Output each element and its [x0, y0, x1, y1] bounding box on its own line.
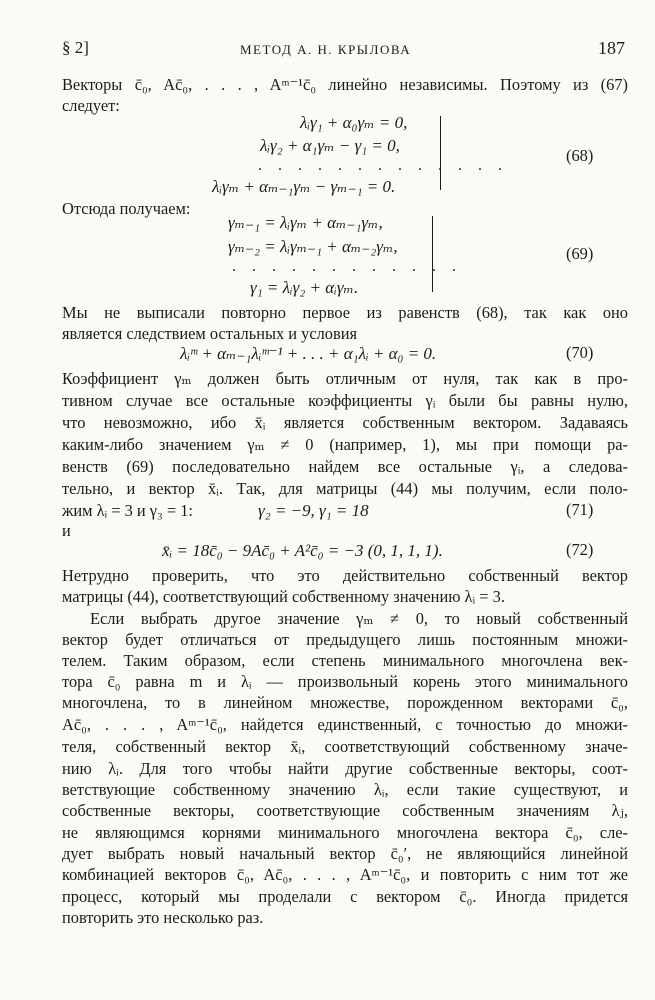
text-line: матрицы (44), соответствующий собственному значению λᵢ = 3. — [62, 587, 505, 606]
equation-69-row: γₘ₋₁ = λᵢγₘ + αₘ₋₁γₘ, — [228, 213, 383, 232]
equation-68-row: λᵢγ₂ + α₁γₘ − γ₁ = 0, — [260, 136, 400, 155]
text-line: Отсюда получаем: — [62, 199, 191, 218]
text-line: повторить это несколько раз. — [62, 908, 264, 927]
equation-number: (68) — [566, 146, 594, 165]
brace — [434, 116, 441, 190]
text-line: Если выбрать другое значение γₘ ≠ 0, то новый собственный — [90, 609, 628, 628]
text-line: тельно, и вектор x̄ᵢ. Так, для матрицы (44) мы получим, если поло- — [62, 479, 628, 498]
equation-71: γ₂ = −9, γ₁ = 18 — [258, 501, 369, 520]
text-line: жим λᵢ = 3 и γ₃ = 1: — [62, 501, 193, 520]
text-line: нию λᵢ. Для того чтобы найти другие собственные векторы, соот- — [62, 759, 628, 778]
equation-69-row: γ₁ = λᵢγ₂ + αᵢγₘ. — [250, 278, 359, 297]
text-line: тивном случае все остальные коэффициенты γᵢ были бы равны нулю, — [62, 391, 628, 410]
equation-70: λᵢᵐ + αₘ₋₁λᵢᵐ⁻¹ + . . . + α₁λᵢ + α₀ = 0. — [180, 344, 437, 363]
equation-number: (69) — [566, 244, 594, 263]
text-line: Ac̄₀, . . . , Aᵐ⁻¹c̄₀, найдется единственный, с точностью до множи- — [62, 715, 628, 734]
text-line: Векторы c̄₀, Ac̄₀, . . . , Aᵐ⁻¹c̄₀ линейно независимы. Поэтому из (67) — [62, 75, 628, 94]
text-line: является следствием остальных и условия — [62, 324, 358, 343]
text-line: дует выбрать новый начальный вектор c̄₀′, не являющийся линейной — [62, 844, 628, 863]
text-line: телем. Таким образом, если степень минимального многочлена век- — [62, 651, 628, 670]
text-line: Коэффициент γₘ должен быть отличным от нуля, так как в про- — [62, 369, 628, 388]
text-line: и — [62, 521, 71, 540]
text-line: процесс, который мы проделали с вектором c̄₀. Иногда придется — [62, 887, 628, 906]
text-line: что невозможно, ибо x̄ᵢ является собственным вектором. Задаваясь — [62, 413, 628, 432]
equation-68-dots: . . . . . . . . . . . . . — [258, 157, 508, 174]
brace — [426, 216, 433, 292]
page-number: 187 — [598, 38, 625, 58]
text-line: следует: — [62, 96, 120, 115]
equation-68-row: λᵢγₘ + αₘ₋₁γₘ − γₘ₋₁ = 0. — [212, 177, 396, 196]
equation-number: (71) — [566, 500, 594, 519]
text-line: многочлена, то в линейном множестве, порожденном векторами c̄₀, — [62, 693, 628, 712]
text-line: тора c̄₀ равна m и λᵢ — произвольный корень этого минимального — [62, 672, 628, 691]
section-label: § 2] — [62, 38, 89, 57]
equation-69-dots: . . . . . . . . . . . . — [232, 258, 462, 275]
equation-number: (70) — [566, 343, 594, 362]
text-line: ветствующие собственному значению λᵢ, если такие существуют, и — [62, 780, 628, 799]
text-line: теля, собственный вектор x̄ᵢ, соответствующий собственному значе- — [62, 737, 628, 756]
equation-72: x̄ᵢ = 18c̄₀ − 9Ac̄₀ + A²c̄₀ = −3 (0, 1, 1, 1). — [162, 541, 443, 560]
text-line: собственные векторы, соответствующие собственным значениям λⱼ, — [62, 801, 628, 820]
equation-69-row: γₘ₋₂ = λᵢγₘ₋₁ + αₘ₋₂γₘ, — [228, 237, 398, 256]
text-line: каким-либо значением γₘ ≠ 0 (например, 1), мы при помощи ра- — [62, 435, 628, 454]
text-line: Мы не выписали повторно первое из равенств (68), так как оно — [62, 303, 628, 322]
text-line: вектор будет отличаться от предыдущего лишь постоянным множи- — [62, 630, 628, 649]
text-line: комбинацией векторов c̄₀, Ac̄₀, . . . , Aᵐ⁻¹c̄₀, и повторить с ним тот же — [62, 865, 628, 884]
equation-number: (72) — [566, 540, 594, 559]
running-title: МЕТОД А. Н. КРЫЛОВА — [240, 42, 412, 57]
equation-68-row: λᵢγ₁ + α₀γₘ = 0, — [300, 113, 408, 132]
text-line: не являющимся корнями минимального многочлена вектора c̄₀, сле- — [62, 823, 628, 842]
text-line: венств (69) последовательно найдем все остальные γᵢ, а следова- — [62, 457, 628, 476]
text-line: Нетрудно проверить, что это действительно собственный вектор — [62, 566, 628, 585]
